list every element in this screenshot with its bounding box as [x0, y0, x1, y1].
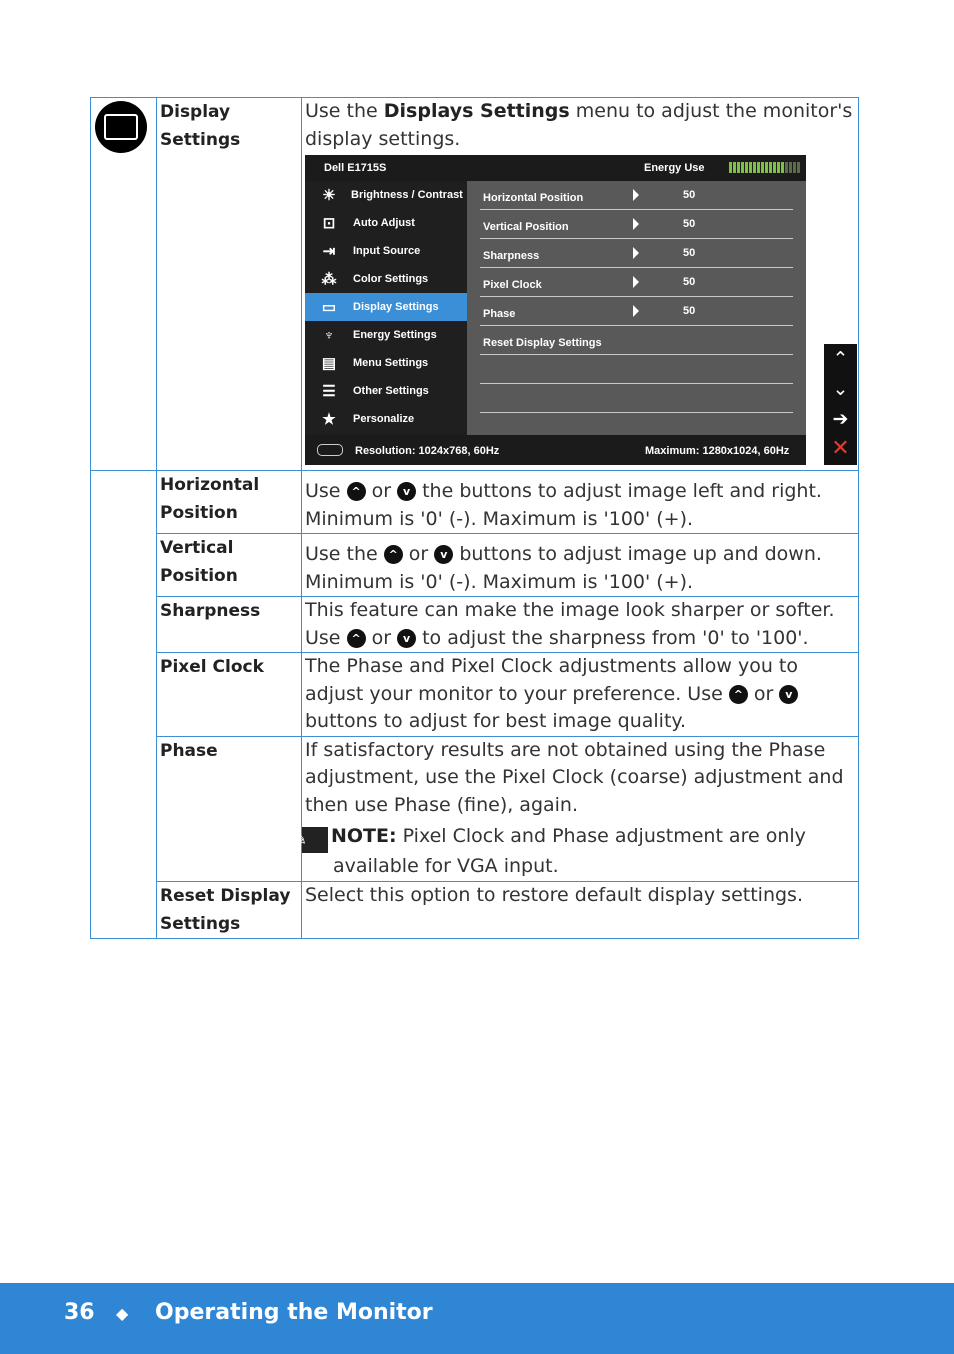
- input-source-icon: ⇥: [322, 242, 336, 260]
- osd-menu-input-source[interactable]: ⇥ Input Source: [305, 237, 467, 265]
- term-phase: Phase: [160, 740, 218, 761]
- page-footer: [0, 1283, 954, 1354]
- energy-settings-icon: ♆: [323, 326, 335, 344]
- osd-screenshot: [305, 155, 855, 467]
- right-arrow-icon[interactable]: ➔: [832, 408, 849, 430]
- osd-resolution: Resolution: 1024x768, 60Hz: [355, 445, 500, 457]
- arrow-right-icon: [633, 247, 639, 259]
- auto-adjust-icon: ⊡: [322, 214, 336, 232]
- other-settings-icon: ☰: [322, 382, 336, 400]
- term-cell: [157, 98, 302, 471]
- osd-sub-vertical-position[interactable]: Vertical Position 50: [480, 212, 793, 239]
- term-display-settings: Display Settings: [160, 102, 241, 150]
- desc-vertical-position: Use the ^ or v buttons to adjust image up and down. Minimum is '0' (-). Maximum is '100' (+).: [305, 543, 822, 593]
- osd-footer: [305, 435, 806, 465]
- osd-menu-auto-adjust[interactable]: ⊡ Auto Adjust: [305, 209, 467, 237]
- up-button-icon: ^: [384, 545, 403, 564]
- osd-sub-phase[interactable]: Phase 50: [480, 299, 793, 326]
- chapter-title: Operating the Monitor: [155, 1300, 433, 1325]
- osd-menu-energy-settings[interactable]: ♆ Energy Settings: [305, 321, 467, 349]
- close-icon[interactable]: ✕: [831, 436, 850, 461]
- desc-horizontal-position: Use ^ or v the buttons to adjust image left and right. Minimum is '0' (-). Maximum is '100' (+).: [305, 480, 822, 530]
- intro-text-end: menu to adjust the monitor's display settings.: [305, 100, 853, 150]
- display-settings-icon: ▭: [321, 298, 337, 316]
- term-sharpness: Sharpness: [160, 601, 261, 621]
- icon-cell: [91, 98, 157, 471]
- desc-sharpness: This feature can make the image look sharper or softer. Use ^ or v to adjust the sharpness from '0' to '100'.: [305, 599, 835, 649]
- term-pixel-clock: Pixel Clock: [160, 657, 264, 677]
- diamond-icon: ◆: [116, 1304, 129, 1323]
- up-button-icon: ^: [347, 482, 366, 501]
- intro-text: Use the: [305, 100, 384, 122]
- color-settings-icon: ⁂: [321, 270, 337, 288]
- osd-sub-horizontal-position[interactable]: Horizontal Position 50: [480, 183, 793, 210]
- vga-icon: [317, 444, 343, 456]
- osd-main-menu: [305, 181, 467, 435]
- term-horizontal-position: Horizontal Position: [160, 475, 260, 523]
- osd-sub-reset-display-settings[interactable]: Reset Display Settings: [480, 328, 793, 355]
- energy-meter: [729, 162, 805, 173]
- osd-menu-menu-settings[interactable]: ▤ Menu Settings: [305, 349, 467, 377]
- osd-model: Dell E1715S: [324, 162, 387, 174]
- osd-sub-empty: [480, 357, 793, 384]
- osd-submenu: [480, 183, 793, 444]
- down-button-icon: v: [397, 482, 416, 501]
- osd-maximum: Maximum: 1280x1024, 60Hz: [645, 445, 790, 457]
- desc-cell: [302, 98, 859, 471]
- osd-sub-empty: [480, 386, 793, 413]
- brightness-icon: ☀: [322, 186, 336, 204]
- display-settings-table: [90, 97, 859, 939]
- desc-pixel-clock: The Phase and Pixel Clock adjustments allow you to adjust your monitor to your preference. Use ^ or v buttons to adjust for best image quality.: [305, 655, 799, 732]
- note-pencil-icon: ✎: [302, 827, 328, 853]
- display-settings-icon: [95, 101, 147, 153]
- arrow-right-icon: [633, 218, 639, 230]
- menu-settings-icon: ▤: [321, 354, 337, 372]
- desc-phase: If satisfactory results are not obtained using the Phase adjustment, use the Pixel Clock (coarse) adjustment and then use Phase (fine), again.: [305, 738, 844, 816]
- osd-sub-sharpness[interactable]: Sharpness 50: [480, 241, 793, 268]
- down-button-icon: v: [434, 545, 453, 564]
- osd-menu-personalize[interactable]: ★ Personalize: [305, 405, 467, 433]
- osd-menu-brightness-contrast[interactable]: ☀ Brightness / Contrast: [305, 181, 467, 209]
- osd-panel: [305, 155, 806, 465]
- osd-energy-label: Energy Use: [644, 162, 705, 174]
- up-button-icon: ^: [347, 629, 366, 648]
- arrow-right-icon: [633, 305, 639, 317]
- up-icon[interactable]: ⌃: [832, 348, 849, 370]
- arrow-right-icon: [633, 189, 639, 201]
- page-number: 36: [64, 1300, 95, 1325]
- osd-side-buttons: [824, 344, 857, 465]
- osd-menu-color-settings[interactable]: ⁂ Color Settings: [305, 265, 467, 293]
- icon-cell: [91, 471, 157, 939]
- phase-note: ✎ NOTE: Pixel Clock and Phase adjustment are only available for VGA input.: [291, 825, 806, 877]
- down-button-icon: v: [397, 629, 416, 648]
- osd-sub-pixel-clock[interactable]: Pixel Clock 50: [480, 270, 793, 297]
- star-icon: ★: [322, 410, 336, 428]
- up-button-icon: ^: [729, 685, 748, 704]
- osd-menu-other-settings[interactable]: ☰ Other Settings: [305, 377, 467, 405]
- down-button-icon: v: [779, 685, 798, 704]
- term-vertical-position: Vertical Position: [160, 538, 238, 586]
- term-reset-display-settings: Reset Display Settings: [160, 885, 291, 934]
- arrow-right-icon: [633, 276, 639, 288]
- intro-bold: Displays Settings: [383, 100, 570, 122]
- desc-reset-display-settings: Select this option to restore default display settings.: [305, 883, 803, 906]
- osd-header: [305, 155, 806, 181]
- display-settings-intro: [302, 98, 858, 153]
- down-icon[interactable]: ⌄: [832, 378, 849, 400]
- osd-menu-display-settings[interactable]: ▭ Display Settings: [305, 293, 467, 321]
